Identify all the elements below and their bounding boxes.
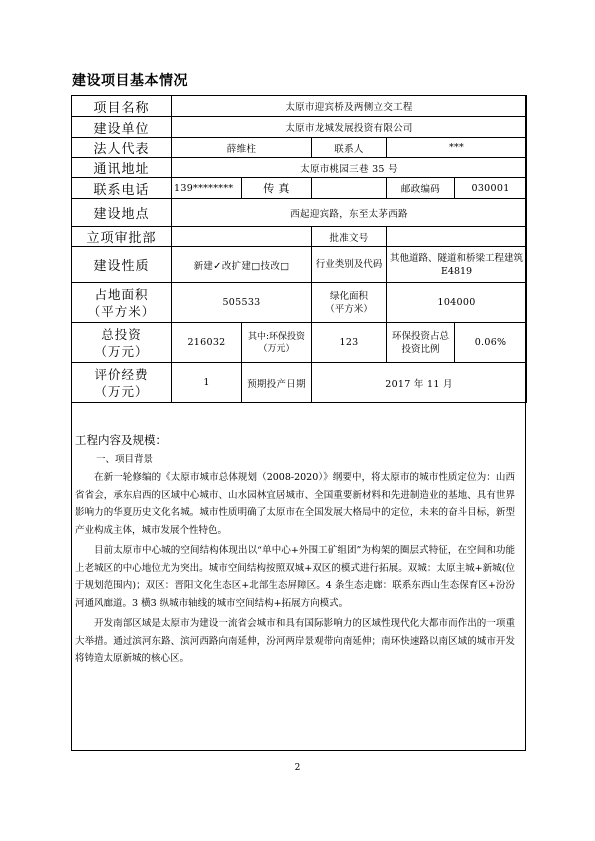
investment-label-text: 总投资 — [101, 326, 142, 342]
legal-rep-value: 薛维柱 — [172, 138, 312, 158]
phone-value: 139******** — [172, 178, 242, 199]
content-heading: 工程内容及规模： — [75, 433, 167, 447]
env-ratio-value: 0.06% — [455, 323, 527, 363]
basic-info-table — [71, 95, 527, 403]
contact-label: 联系人 — [312, 138, 387, 158]
industry-label: 行业类别及代码 — [312, 247, 387, 283]
nature-new: 新建 — [193, 260, 214, 272]
paragraph: 目前太原市中心城的空间结构体现出以“单中心+外围工矿组团”为构架的圈层式特征，在空间和功能上老城区的中心地位尤为突出。城市空间结构按照双城+双区的模式进行拓展。双城：太原主城+新城(位于规划范围内)；双区：晋阳文化生态区+北部生态屏障区。4 条生态走廊：联系东西山生态保育区+汾汾河通风廊道。3 横3 纵城市轴线的城市空间结构+拓展方向模式。 — [75, 545, 515, 609]
area-label-text: 占地面积 — [94, 286, 149, 302]
green-area-label-text: 绿化面积 — [329, 290, 368, 302]
content-body — [75, 469, 515, 671]
industry-value: 其他道路、隧道和桥梁工程建筑 E4819 — [387, 247, 527, 283]
legal-rep-label: 法人代表 — [72, 138, 172, 158]
paragraph: 开发南部区域是太原市为建设一流省会城市和具有国际影响力的区域性现代化大都市而作出的一项重大举措。通过滨河东路、滨河西路向南延伸，汾河两岸景观带向南延伸；南环快速路以南区域的城市开发将铸造太原新城的核心区。 — [75, 618, 515, 664]
green-area-label — [312, 283, 387, 323]
green-area-value: 104000 — [387, 283, 527, 323]
project-name-label: 项目名称 — [72, 96, 172, 117]
row-address — [72, 158, 527, 178]
investment-label-unit: （万元） — [94, 343, 149, 359]
nature-value — [172, 247, 312, 283]
paragraph: 在新一轮修编的《太原市城市总体规划（2008-2020）》纲要中，将太原市的城市性质定位为：山西省省会，承东启西的区域中心城市、山水园林宜居城市、全国重要新材料和先进制造业的基地、具有世界影响力的华夏历史文化名城。城市性质明确了太原市在全国发展大格局中的定位，未来的奋斗目标，新型产业构成主体，城市发展个性特色。 — [75, 472, 515, 536]
area-value: 505533 — [172, 283, 312, 323]
nature-label: 建设性质 — [72, 247, 172, 283]
row-investment — [72, 323, 527, 363]
area-label-unit: （平方米） — [87, 303, 156, 319]
eval-label-text: 评价经费 — [94, 366, 149, 382]
doc-number-label: 批准文号 — [312, 227, 387, 247]
green-area-label-unit: （平方米） — [325, 303, 373, 315]
check-mark-icon: ✓ — [213, 260, 222, 272]
investment-value: 216032 — [172, 323, 242, 363]
row-approval — [72, 227, 527, 247]
site-label: 建设地点 — [72, 199, 172, 227]
date-label: 预期投产日期 — [242, 363, 312, 403]
phone-label: 联系电话 — [72, 178, 172, 199]
page-title: 建设项目基本情况 — [72, 73, 188, 89]
eval-label-unit: （万元） — [94, 383, 149, 399]
content-subheading: 一、项目背景 — [96, 454, 154, 465]
row-eval — [72, 363, 527, 403]
address-value: 太原市桃园三巷 35 号 — [172, 158, 527, 178]
row-builder — [72, 117, 527, 138]
fax-label: 传 真 — [242, 178, 312, 199]
investment-label — [72, 323, 172, 363]
postal-value: 030001 — [455, 178, 527, 199]
row-site — [72, 199, 527, 227]
env-investment-value: 123 — [312, 323, 387, 363]
row-legal-rep — [72, 138, 527, 158]
contact-value: *** — [387, 138, 527, 158]
address-label: 通讯地址 — [72, 158, 172, 178]
doc-number-value — [387, 227, 527, 247]
env-investment-label: 其中:环保投资（万元） — [242, 323, 312, 363]
env-ratio-label: 环保投资占总投资比例 — [387, 323, 455, 363]
site-value: 西起迎宾路，东至太茅西路 — [172, 199, 527, 227]
row-phone — [72, 178, 527, 199]
row-project-name — [72, 96, 527, 117]
eval-value: 1 — [172, 363, 242, 403]
area-label — [72, 283, 172, 323]
builder-value: 太原市龙城发展投资有限公司 — [172, 117, 527, 138]
page-number: 2 — [294, 763, 301, 773]
eval-label — [72, 363, 172, 403]
project-name-value: 太原市迎宾桥及两侧立交工程 — [172, 96, 527, 117]
row-nature — [72, 247, 527, 283]
row-area — [72, 283, 527, 323]
date-value: 2017 年 11 月 — [312, 363, 527, 403]
nature-options: 改扩建□技改□ — [221, 260, 290, 272]
postal-label: 邮政编码 — [387, 178, 455, 199]
builder-label: 建设单位 — [72, 117, 172, 138]
approval-value — [172, 227, 312, 247]
approval-label: 立项审批部 — [72, 227, 172, 247]
fax-value — [312, 178, 387, 199]
